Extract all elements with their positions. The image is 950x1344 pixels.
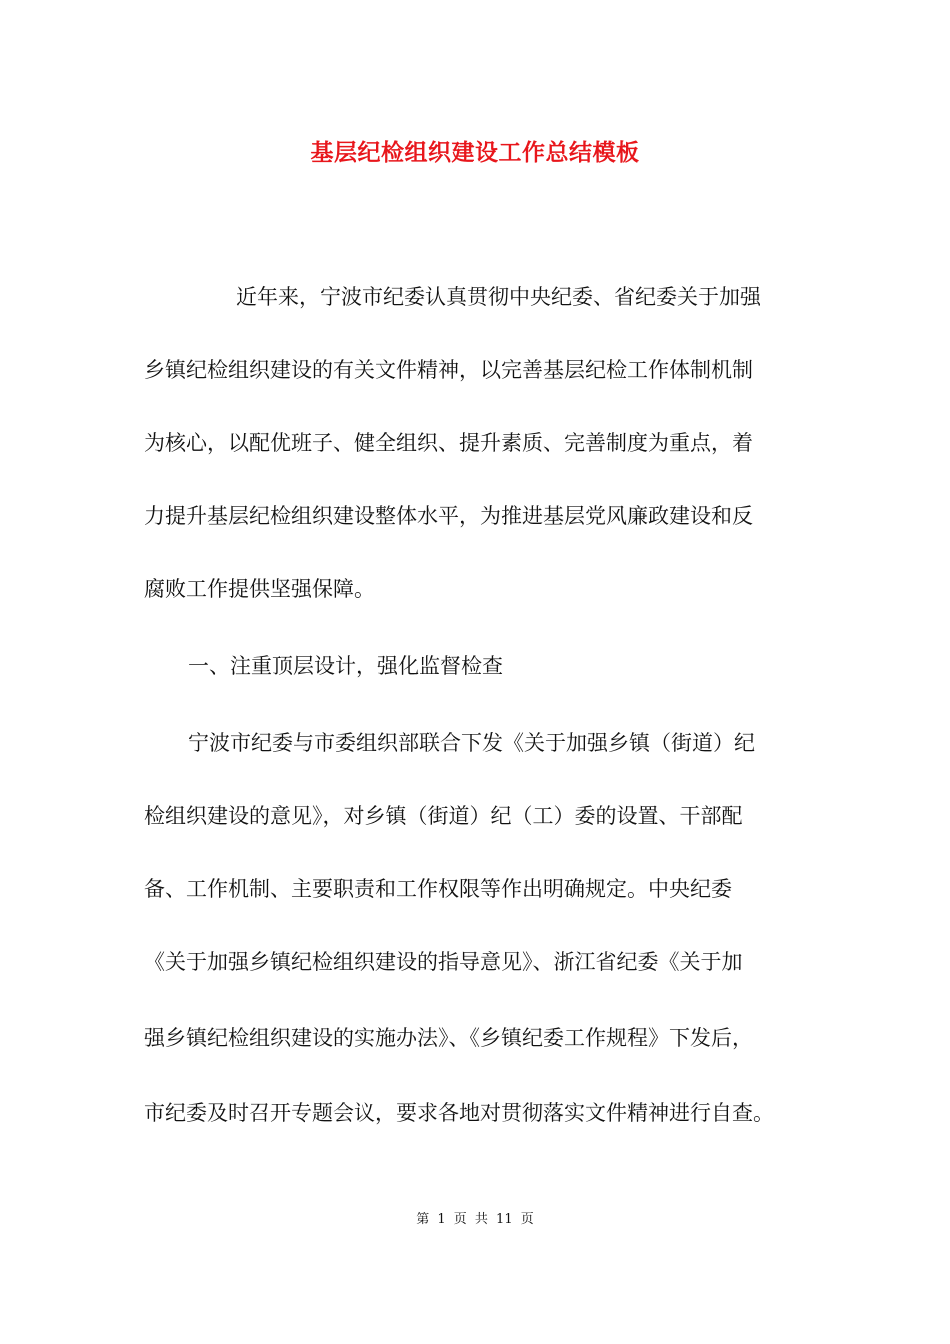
- paragraph-line: 近年来，宁波市纪委认真贯彻中央纪委、省纪委关于加强: [236, 285, 761, 309]
- paragraph-line: 乡镇纪检组织建设的有关文件精神，以完善基层纪检工作体制机制: [144, 358, 753, 382]
- document-title: 基层纪检组织建设工作总结模板: [310, 139, 640, 166]
- paragraph-line: 强乡镇纪检组织建设的实施办法》、《乡镇纪委工作规程》下发后，: [144, 1026, 753, 1050]
- paragraph-line: 《关于加强乡镇纪检组织建设的指导意见》、浙江省纪委《关于加: [144, 950, 743, 974]
- section-heading: 一、注重顶层设计，强化监督检查: [188, 654, 503, 678]
- paragraph-line: 为核心，以配优班子、健全组织、提升素质、完善制度为重点，着: [144, 431, 753, 455]
- paragraph-line: 备、工作机制、主要职责和工作权限等作出明确规定。中央纪委: [144, 877, 732, 901]
- paragraph-line: 力提升基层纪检组织建设整体水平，为推进基层党风廉政建设和反: [144, 504, 753, 528]
- paragraph-line: 腐败工作提供坚强保障。: [144, 577, 375, 601]
- page-number-footer: 第 1 页 共 11 页: [416, 1212, 534, 1227]
- paragraph-line: 宁波市纪委与市委组织部联合下发《关于加强乡镇（街道）纪: [188, 731, 755, 755]
- paragraph-line: 检组织建设的意见》，对乡镇（街道）纪（工）委的设置、干部配: [144, 804, 743, 828]
- paragraph-line: 市纪委及时召开专题会议，要求各地对贯彻落实文件精神进行自查。: [144, 1101, 774, 1125]
